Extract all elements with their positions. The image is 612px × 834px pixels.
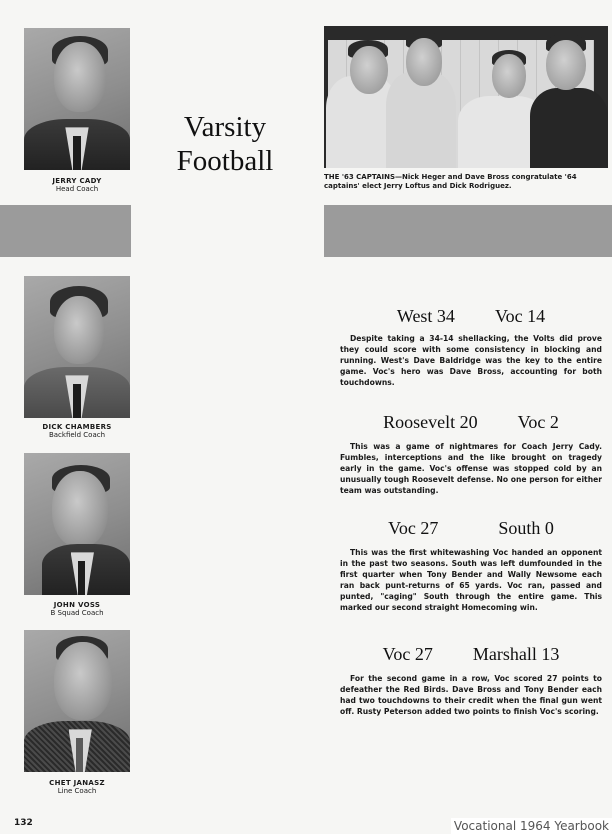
page-number: 132	[14, 818, 33, 828]
gray-divider-block	[324, 205, 612, 257]
coach-photo-chet-janasz	[24, 630, 130, 772]
group-photo-caption: THE '63 CAPTAINS—Nick Heger and Dave Bross congratulate '64 captains' elect Jerry Loftus and Dick Rodriguez.	[324, 173, 577, 190]
game-summary: For the second game in a row, Voc scored 27 points to defeather the Red Birds. Dave Bross and Tony Bender each had two touchdowns to their credit when the final gun went off. Rusty Peterson added two points to finish Voc's scoring.	[340, 674, 602, 716]
title-line-2: Football	[176, 145, 274, 177]
coach-caption	[24, 423, 130, 439]
game-score-heading	[340, 518, 602, 539]
game-summary: Despite taking a 34-14 shellacking, the Volts did prove they could score with some consistency in blocking and running. West's Dave Baldridge was the key to the entire game. Voc's hero was Dave Bross, accounting for both touchdowns.	[340, 334, 602, 387]
coach-photo-jerry-cady	[24, 28, 130, 170]
page-title	[160, 110, 290, 178]
coach-name: CHET JANASZ	[49, 779, 105, 787]
coach-caption	[24, 601, 130, 617]
game-recap	[340, 644, 602, 717]
game-recap	[340, 518, 602, 613]
captains-group-photo	[324, 26, 608, 168]
team-b-score: South 0	[498, 518, 554, 538]
coach-role: Line Coach	[57, 787, 97, 795]
coach-name: JERRY CADY	[52, 177, 102, 185]
coach-role: B Squad Coach	[50, 609, 104, 617]
coach-name: JOHN VOSS	[53, 601, 101, 609]
game-summary: This was a game of nightmares for Coach Jerry Cady. Fumbles, interceptions and the like brought on tragedy early in the game. Voc's offense was stopped cold by an unusually tough Roosevelt defense. No one person for either team was outstanding.	[340, 442, 602, 495]
coach-photo-dick-chambers	[24, 276, 130, 418]
coach-role: Backfield Coach	[48, 431, 106, 439]
game-score-heading	[340, 306, 602, 327]
coach-role: Head Coach	[55, 185, 99, 193]
watermark-label: Vocational 1964 Yearbook	[451, 818, 612, 834]
game-recap	[340, 306, 602, 388]
team-b-score: Voc 14	[494, 306, 546, 326]
team-b-score: Voc 2	[517, 412, 559, 432]
team-a-score: Roosevelt 20	[383, 412, 478, 432]
game-summary: This was the first whitewashing Voc handed an opponent in the past two seasons. South was left dumfounded in the first quarter when Tony Bender and Wally Newsome each ran back punt-returns of 65 yards. Voc ran, passed and punted, "caging" South through the entire game. This marked our second straight Homecoming win.	[340, 548, 602, 612]
game-score-heading	[340, 644, 602, 665]
coach-photo-john-voss	[24, 453, 130, 595]
team-a-score: West 34	[396, 306, 455, 326]
gray-divider-block	[0, 205, 131, 257]
title-line-1: Varsity	[183, 111, 267, 143]
coach-name: DICK CHAMBERS	[42, 423, 112, 431]
team-a-score: Voc 27	[388, 518, 439, 538]
coach-caption	[24, 177, 130, 193]
team-b-score: Marshall 13	[472, 644, 560, 664]
game-recap	[340, 412, 602, 496]
game-score-heading	[340, 412, 602, 433]
coach-caption	[24, 779, 130, 795]
team-a-score: Voc 27	[382, 644, 433, 664]
